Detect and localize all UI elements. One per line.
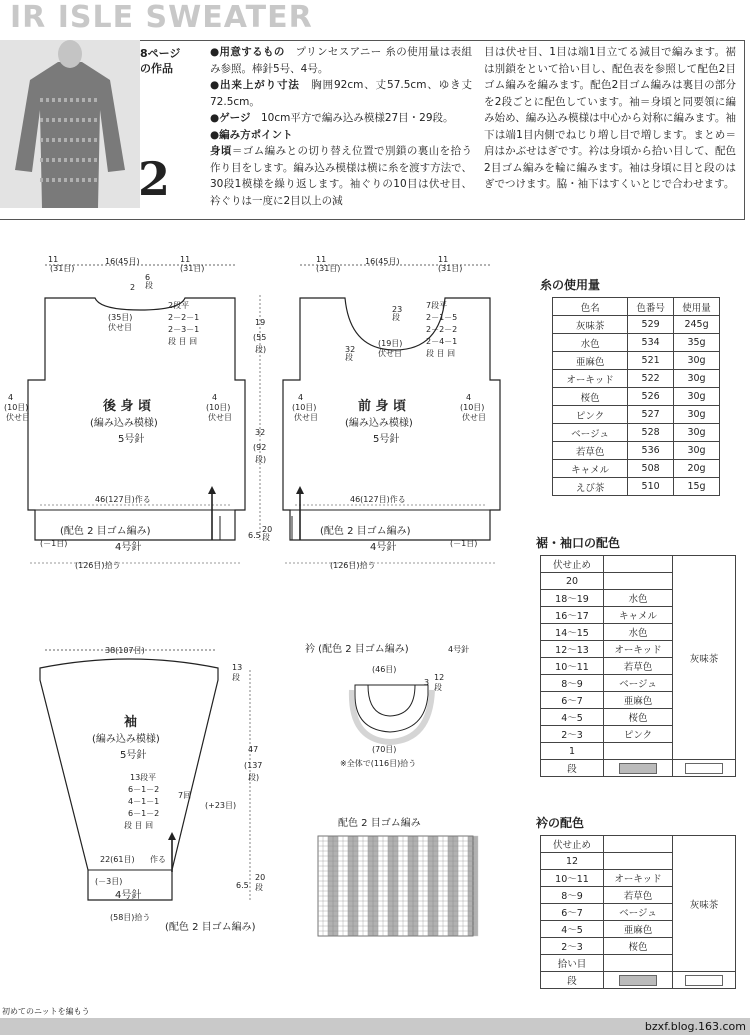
sleeve-title: 袖	[124, 715, 138, 730]
gauge-label: ●ゲージ	[210, 112, 251, 124]
svg-text:3: 3	[424, 678, 430, 687]
yarn-row	[553, 460, 720, 478]
row-number: 1	[541, 743, 604, 760]
yarn-color-name: 若草色	[553, 442, 628, 460]
yarn-color-number: 508	[628, 460, 674, 478]
yarn-row	[553, 316, 720, 334]
yarn-color-name: 亜麻色	[553, 352, 628, 370]
svg-text:6.5: 6.5	[236, 881, 249, 890]
swatch-base	[685, 763, 723, 774]
front-title: 前 身 頃	[358, 399, 407, 414]
page-header	[0, 0, 750, 34]
front-rib: (配色 2 目ゴム編み)	[320, 526, 411, 537]
yarn-color-name: キャメル	[553, 460, 628, 478]
row-number: 20	[541, 573, 604, 590]
svg-text:2－1－5: 2－1－5	[426, 313, 458, 322]
svg-text:4－1－1: 4－1－1	[128, 797, 160, 806]
yarn-row	[553, 388, 720, 406]
row-number: 14～15	[541, 624, 604, 641]
yarn-header-row	[553, 298, 720, 316]
page-reference-line2: の作品	[140, 62, 173, 75]
row-color: 亜麻色	[604, 921, 673, 938]
svg-text:2－4－1: 2－4－1	[426, 337, 458, 346]
svg-text:(126目)拾う: (126目)拾う	[330, 561, 376, 570]
collar-title: 衿 (配色 2 目ゴム編み)	[305, 644, 409, 655]
row-number: 12	[541, 853, 604, 870]
svg-text:(10目): (10目)	[460, 403, 485, 412]
sweater-photo	[0, 40, 140, 208]
row-number: 10～11	[541, 870, 604, 887]
svg-text:32: 32	[255, 428, 266, 437]
yarn-amount: 30g	[674, 370, 720, 388]
yarn-color-name: 灰味茶	[553, 316, 628, 334]
footer-bar	[0, 1018, 750, 1035]
svg-text:(31目): (31目)	[180, 264, 205, 273]
svg-text:2段平: 2段平	[168, 301, 190, 310]
row-color	[604, 972, 673, 989]
row-color	[604, 573, 673, 590]
svg-text:7回: 7回	[178, 791, 192, 800]
yarn-row	[553, 478, 720, 496]
svg-text:12: 12	[434, 673, 445, 682]
svg-text:22(61目): 22(61目)	[100, 855, 135, 864]
yarn-color-number: 522	[628, 370, 674, 388]
collar-needle: 4号針	[448, 645, 470, 654]
yarn-color-number: 528	[628, 424, 674, 442]
row-number: 8～9	[541, 887, 604, 904]
row-color: キャメル	[604, 607, 673, 624]
color-row	[541, 556, 736, 573]
footer-left-text: 初めてのニットを編もう	[2, 1007, 90, 1016]
svg-text:段: 段	[392, 313, 400, 322]
back-rib: (配色 2 目ゴム編み)	[60, 526, 151, 537]
row-color	[604, 955, 673, 972]
svg-text:(－1目): (－1目)	[40, 539, 68, 548]
row-number: 拾い目	[541, 955, 604, 972]
svg-text:2－2－1: 2－2－1	[168, 313, 200, 322]
schematic-diagrams	[0, 240, 530, 940]
swatch-base	[685, 975, 723, 986]
pattern-number: 2	[138, 152, 171, 206]
header-color-name: 色名	[553, 298, 628, 316]
row-color	[604, 836, 673, 853]
row-color	[604, 556, 673, 573]
svg-text:46(127目)作る: 46(127目)作る	[95, 495, 151, 504]
svg-text:23: 23	[392, 305, 403, 314]
svg-text:46(127目)作る: 46(127目)作る	[350, 495, 406, 504]
size-label: ●出来上がり寸法	[210, 79, 300, 91]
svg-text:伏せ目: 伏せ目	[462, 413, 486, 422]
row-number: 12～13	[541, 641, 604, 658]
back-body-diagram	[4, 255, 272, 570]
body-text: ＝ゴム編みとの切り替え位置で別鎖の裏山を拾う作り目をします。編み込み模様は横に糸を渡す方法で、30段1模様を繰り返します。袖ぐりの10目は伏せ目、衿ぐりは一度に2目以上の減	[210, 145, 473, 207]
yarn-color-name: ベージュ	[553, 424, 628, 442]
yarn-color-number: 526	[628, 388, 674, 406]
yarn-color-number: 521	[628, 352, 674, 370]
yarn-color-number: 529	[628, 316, 674, 334]
front-body-diagram	[283, 255, 500, 570]
row-color: ベージュ	[604, 675, 673, 692]
row-number: 18～19	[541, 590, 604, 607]
yarn-usage-title: 糸の使用量	[540, 278, 601, 292]
svg-text:(46目): (46目)	[372, 665, 397, 674]
svg-text:4: 4	[466, 393, 472, 402]
row-color: ピンク	[604, 726, 673, 743]
row-color: オーキッド	[604, 870, 673, 887]
yarn-row	[553, 352, 720, 370]
svg-text:38(107目): 38(107目)	[105, 646, 145, 655]
page-reference-line1: 8ページ	[140, 47, 181, 60]
row-color: 若草色	[604, 887, 673, 904]
svg-text:(35目): (35目)	[108, 313, 133, 322]
collar-color-section	[536, 814, 736, 989]
svg-text:19: 19	[255, 318, 266, 327]
row-number: 4～5	[541, 709, 604, 726]
gauge-text: 10cm平方で編み込み模様27目・29段。	[260, 112, 454, 124]
front-pattern: (編み込み模様)	[345, 418, 413, 429]
row-number: 段	[541, 972, 604, 989]
row-color	[604, 760, 673, 777]
svg-text:16(45目): 16(45目)	[105, 257, 140, 266]
yarn-color-name: オーキッド	[553, 370, 628, 388]
svg-text:段 目 回: 段 目 回	[124, 821, 154, 830]
yarn-usage-section	[540, 276, 720, 496]
page-title: IR ISLE SWEATER	[10, 0, 313, 35]
yarn-amount: 30g	[674, 406, 720, 424]
svg-text:伏せ目: 伏せ目	[208, 413, 232, 422]
svg-text:32: 32	[345, 345, 356, 354]
row-number: 6～7	[541, 904, 604, 921]
svg-text:4: 4	[212, 393, 218, 402]
svg-text:4: 4	[298, 393, 304, 402]
svg-text:6: 6	[145, 273, 151, 282]
back-title: 後 身 頃	[103, 399, 152, 414]
rib-chart	[318, 816, 478, 936]
svg-text:(－1目): (－1目)	[450, 539, 478, 548]
svg-text:段): 段)	[255, 345, 267, 354]
svg-text:(31目): (31目)	[438, 264, 463, 273]
header-color-number: 色番号	[628, 298, 674, 316]
row-color: オーキッド	[604, 641, 673, 658]
svg-text:段: 段	[232, 673, 240, 682]
yarn-row	[553, 334, 720, 352]
svg-text:(+23目): (+23目)	[205, 801, 237, 810]
svg-text:4: 4	[8, 393, 14, 402]
yarn-row	[553, 406, 720, 424]
color-row	[541, 760, 736, 777]
swatch-cell	[673, 760, 736, 777]
svg-text:(10目): (10目)	[206, 403, 231, 412]
svg-text:段: 段	[255, 883, 263, 892]
row-number: 16～17	[541, 607, 604, 624]
row-number: 4～5	[541, 921, 604, 938]
svg-text:(10目): (10目)	[4, 403, 29, 412]
svg-text:(31目): (31目)	[50, 264, 75, 273]
yarn-color-number: 536	[628, 442, 674, 460]
hem-cuff-table	[540, 555, 736, 777]
row-color	[604, 743, 673, 760]
svg-text:(70目): (70目)	[372, 745, 397, 754]
svg-text:6.5: 6.5	[248, 531, 261, 540]
points-label: ●編み方ポイント	[210, 128, 293, 141]
svg-text:(137: (137	[244, 761, 263, 770]
row-color: ベージュ	[604, 904, 673, 921]
yarn-color-name: ピンク	[553, 406, 628, 424]
svg-text:段: 段	[345, 353, 353, 362]
svg-text:(31目): (31目)	[316, 264, 341, 273]
row-color: 水色	[604, 624, 673, 641]
svg-text:伏せ目: 伏せ目	[378, 349, 402, 358]
swatch-contrast	[619, 975, 657, 986]
row-color: 水色	[604, 590, 673, 607]
svg-text:20: 20	[262, 525, 273, 534]
yarn-color-number: 527	[628, 406, 674, 424]
sleeve-pattern: (編み込み模様)	[92, 734, 160, 745]
svg-text:47: 47	[248, 745, 259, 754]
yarn-amount: 30g	[674, 442, 720, 460]
back-rib-needle: 4号針	[115, 542, 142, 553]
yarn-amount: 35g	[674, 334, 720, 352]
row-color	[604, 853, 673, 870]
sleeve-rib-needle: 4号針	[115, 890, 142, 901]
svg-text:(19目): (19目)	[378, 339, 403, 348]
sleeve-needle: 5号針	[120, 750, 147, 761]
svg-text:(92: (92	[253, 443, 267, 452]
page-reference	[140, 46, 180, 76]
yarn-color-name: 水色	[553, 334, 628, 352]
row-color: 亜麻色	[604, 692, 673, 709]
svg-text:13段平: 13段平	[130, 773, 157, 782]
svg-text:11: 11	[180, 255, 191, 264]
sleeve-rib: (配色 2 目ゴム編み)	[165, 922, 256, 933]
svg-text:2－2－2: 2－2－2	[426, 325, 458, 334]
row-number: 段	[541, 760, 604, 777]
yarn-usage-table	[552, 297, 720, 496]
svg-text:段: 段	[145, 281, 153, 290]
body-label: 身頃	[210, 145, 232, 157]
svg-text:11: 11	[316, 255, 327, 264]
front-needle: 5号針	[373, 434, 400, 445]
row-number: 10～11	[541, 658, 604, 675]
back-pattern: (編み込み模様)	[90, 418, 158, 429]
svg-text:段: 段	[262, 533, 270, 542]
yarn-amount: 20g	[674, 460, 720, 478]
svg-text:11: 11	[438, 255, 449, 264]
svg-text:作る: 作る	[150, 855, 166, 864]
yarn-amount: 15g	[674, 478, 720, 496]
materials-text: プリンセスアニー 糸の使用量は表組み参照。棒針5号、4号。	[210, 46, 472, 75]
svg-text:(55: (55	[253, 333, 267, 342]
yarn-row	[553, 442, 720, 460]
color-row	[541, 972, 736, 989]
row-color: 桜色	[604, 709, 673, 726]
instructions-column-2: 目は伏せ目、1目は端1目立てる減目で編みます。裾は別鎖をといて拾い目し、配色表を参照して配色2目ゴム編みを編みます。配色2目ゴム編みは裏目の部分を2段ごとに配色しています。袖＝身頃と同要領に編み始め、編み込み模様は中心から対称に編みます。袖下は端1目内側でねじり増し目で増します。まとめ＝肩はかぶせはぎです。衿は身頃から拾い目して、配色2目ゴム編みを輪に編みます。袖は身頃に目と段のはぎでつけます。脇・袖下はすくいとじで合わせます。	[484, 46, 736, 190]
rib-chart-title: 配色 2 目ゴム編み	[338, 818, 421, 829]
svg-text:6－1－2: 6－1－2	[128, 809, 160, 818]
hem-cuff-title: 裾・袖口の配色	[536, 536, 621, 550]
yarn-row	[553, 424, 720, 442]
size-text: 胸囲92cm、丈57.5cm、ゆき丈72.5cm。	[210, 79, 472, 108]
yarn-amount: 30g	[674, 388, 720, 406]
svg-text:20: 20	[255, 873, 266, 882]
svg-text:(10目): (10目)	[292, 403, 317, 412]
svg-text:7段平: 7段平	[426, 301, 448, 310]
yarn-amount: 30g	[674, 424, 720, 442]
svg-text:段): 段)	[255, 455, 267, 464]
svg-text:伏せ目: 伏せ目	[108, 323, 132, 332]
svg-text:6－1－2: 6－1－2	[128, 785, 160, 794]
svg-text:(126目)拾う: (126目)拾う	[75, 561, 121, 570]
row-number: 2～3	[541, 938, 604, 955]
row-color: 桜色	[604, 938, 673, 955]
collar-note: ※全体で(116目)拾う	[340, 759, 417, 768]
svg-text:16(45目): 16(45目)	[365, 257, 400, 266]
color-row	[541, 836, 736, 853]
yarn-color-number: 534	[628, 334, 674, 352]
svg-text:2－3－1: 2－3－1	[168, 325, 200, 334]
row-color: 若草色	[604, 658, 673, 675]
instructions-column-1	[210, 44, 472, 209]
row-number: 2～3	[541, 726, 604, 743]
materials-label: ●用意するもの	[210, 46, 285, 58]
collar-color-table	[540, 835, 736, 989]
footer-watermark: bzxf.blog.163.com	[644, 1020, 746, 1033]
yarn-amount: 30g	[674, 352, 720, 370]
svg-text:段): 段)	[248, 773, 260, 782]
header-amount: 使用量	[674, 298, 720, 316]
yarn-row	[553, 370, 720, 388]
yarn-amount: 245g	[674, 316, 720, 334]
swatch-contrast	[619, 763, 657, 774]
row-number: 伏せ止め	[541, 836, 604, 853]
row-number: 8～9	[541, 675, 604, 692]
base-color: 灰味茶	[673, 556, 736, 760]
row-number: 6～7	[541, 692, 604, 709]
yarn-color-name: 桜色	[553, 388, 628, 406]
swatch-cell	[673, 972, 736, 989]
back-needle: 5号針	[118, 434, 145, 445]
row-number: 伏せ止め	[541, 556, 604, 573]
yarn-color-number: 510	[628, 478, 674, 496]
svg-text:段 目 回: 段 目 回	[426, 349, 456, 358]
svg-text:伏せ目: 伏せ目	[6, 413, 30, 422]
base-color: 灰味茶	[673, 836, 736, 972]
svg-text:(58目)拾う: (58目)拾う	[110, 913, 151, 922]
sleeve-diagram	[40, 646, 265, 933]
svg-text:段: 段	[434, 683, 442, 692]
svg-text:(－3目): (－3目)	[95, 877, 123, 886]
svg-text:2: 2	[130, 283, 136, 292]
hem-cuff-color-section	[536, 534, 736, 777]
svg-text:13: 13	[232, 663, 243, 672]
svg-text:伏せ目: 伏せ目	[294, 413, 318, 422]
yarn-color-name: えび茶	[553, 478, 628, 496]
front-rib-needle: 4号針	[370, 542, 397, 553]
svg-text:段 目 回: 段 目 回	[168, 337, 198, 346]
collar-diagram	[305, 642, 469, 768]
collar-color-title: 衿の配色	[536, 816, 585, 830]
svg-text:11: 11	[48, 255, 59, 264]
